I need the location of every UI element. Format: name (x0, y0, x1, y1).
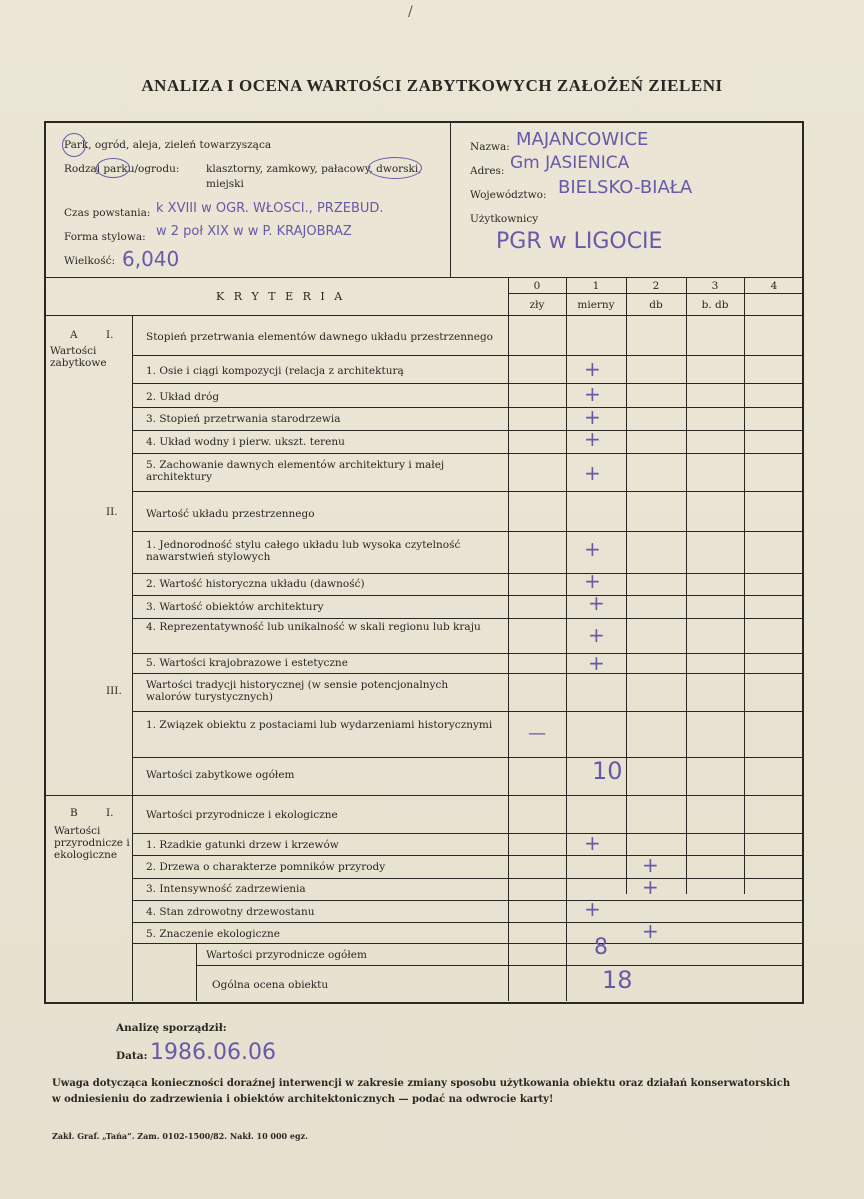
section-b-letter: B (70, 807, 78, 819)
voivodeship-label: Województwo: (470, 189, 547, 201)
mark-a2-2: + (584, 569, 601, 593)
users-label: Użytkownicy (470, 213, 539, 225)
section-a-total-label: Wartości zabytkowe ogółem (146, 769, 295, 781)
section-b-roman: I. (106, 807, 114, 819)
kind-options-2: miejski (206, 178, 244, 190)
kind-label: Rodzaj parku/ogrodu: (64, 163, 180, 175)
mark-a2-3: + (588, 591, 605, 615)
created-label: Czas powstania: (64, 207, 151, 219)
address-value: Gm JASIENICA (510, 153, 630, 173)
mark-a2-4: + (588, 623, 605, 647)
score-4: 4 (770, 280, 778, 292)
group-a1-title: Stopień przetrwania elementów dawnego układu przestrzennego (146, 331, 493, 343)
overall-label: Ogólna ocena obiektu (212, 979, 329, 991)
section-a-roman-3: III. (106, 685, 122, 697)
page-title: ANALIZA I OCENA WARTOŚCI ZABYTKOWYCH ZAŁOŻEŃ ZIELENI (141, 76, 723, 95)
section-a-label: Wartości zabytkowe (50, 345, 107, 369)
item-b-4: 4. Stan zdrowotny drzewostanu (146, 906, 315, 918)
mark-a1-1: + (584, 357, 601, 381)
item-b-3: 3. Intensywność zadrzewienia (146, 883, 306, 895)
group-a2-title: Wartość układu przestrzennego (146, 508, 315, 520)
mark-a1-3: + (584, 405, 601, 429)
item-b-1: 1. Rzadkie gatunki drzew i krzewów (146, 839, 339, 851)
size-label: Wielkość: (64, 255, 116, 267)
item-a1-5: 5. Zachowanie dawnych elementów architektury i małej architektury (146, 459, 445, 483)
section-a-total-value: 10 (592, 757, 623, 785)
overall-value: 18 (602, 966, 633, 994)
mark-a1-2: + (584, 382, 601, 406)
size-value: 6,040 (122, 247, 180, 271)
item-b-5: 5. Znaczenie ekologiczne (146, 928, 281, 940)
item-a3-1: 1. Związek obiektu z postaciami lub wydarzeniami historycznymi (146, 719, 493, 731)
item-a1-4: 4. Układ wodny i pierw. ukszt. terenu (146, 436, 345, 448)
score-label-2: db (649, 299, 663, 311)
mark-a3-1: — (528, 723, 546, 744)
item-a2-3: 3. Wartość obiektów architektury (146, 601, 324, 613)
item-a2-2: 2. Wartość historyczna układu (dawność) (146, 578, 365, 590)
criteria-title: K R Y T E R I A (216, 290, 346, 303)
voivodeship-value: BIELSKO-BIAŁA (558, 177, 693, 198)
score-0: 0 (533, 280, 541, 292)
section-a-letter: A (70, 329, 78, 341)
item-a1-2: 2. Układ dróg (146, 391, 220, 403)
selection-circle (368, 157, 422, 179)
style-label: Forma stylowa: (64, 231, 146, 243)
score-2: 2 (652, 280, 660, 292)
date-label: Data: (116, 1050, 148, 1062)
item-b-2: 2. Drzewa o charakterze pomników przyrody (146, 861, 386, 873)
assessment-form (44, 121, 804, 1004)
group-a3-title: Wartości tradycji historycznej (w sensie potencjonalnych walorów turystycznych) (146, 679, 449, 703)
mark-a2-1: + (584, 537, 601, 561)
item-a2-5: 5. Wartości krajobrazowe i estetyczne (146, 657, 348, 669)
note-line-2: w odniesieniu do zadrzewienia i obiektów architektonicznych — podać na odwrocie karty! (52, 1094, 554, 1105)
analysis-label: Analizę sporządził: (116, 1022, 227, 1034)
mark-b-3: + (642, 875, 659, 899)
item-a2-4: 4. Reprezentatywność lub unikalność w skali regionu lub kraju (146, 621, 481, 633)
item-a1-3: 3. Stopień przetrwania starodrzewia (146, 413, 341, 425)
address-label: Adres: (470, 165, 505, 177)
mark-b-1: + (584, 831, 601, 855)
item-a2-1: 1. Jednorodność stylu całego układu lub wysoka czytelność nawarstwień stylowych (146, 539, 461, 563)
section-b-title: Wartości przyrodnicze i ekologiczne (146, 809, 338, 821)
name-label: Nazwa: (470, 141, 510, 153)
page-mark: / (408, 4, 413, 20)
score-label-0: zły (529, 299, 545, 311)
section-a-roman-1: I. (106, 329, 114, 341)
mark-a1-5: + (584, 461, 601, 485)
users-value: PGR w LIGOCIE (496, 229, 663, 254)
selection-circle (96, 158, 130, 178)
mark-a2-5: + (588, 651, 605, 675)
section-b-label: Wartości przyrodnicze i ekologiczne (54, 825, 130, 861)
date-value: 1986.06.06 (150, 1040, 276, 1065)
item-a1-1: 1. Osie i ciągi kompozycji (relacja z architekturą (146, 365, 404, 377)
note-line-1: Uwaga dotycząca konieczności doraźnej interwencji w zakresie zmiany sposobu użytkowania obiektu oraz działań konserwatorskich (52, 1078, 791, 1089)
score-3: 3 (711, 280, 719, 292)
mark-b-5: + (642, 919, 659, 943)
section-a-roman-2: II. (106, 506, 118, 518)
score-1: 1 (592, 280, 600, 292)
mark-a1-4: + (584, 427, 601, 451)
section-b-total-value: 8 (594, 935, 608, 960)
section-b-total-label: Wartości przyrodnicze ogółem (206, 949, 367, 961)
kind-options: klasztorny, zamkowy, pałacowy, dworski, (206, 163, 422, 175)
printer-info: Zakł. Graf. „Tańa”. Zam. 0102-1500/82. Nakł. 10 000 egz. (52, 1131, 308, 1141)
created-value: k XVIII w OGR. WŁOSCI., PRZEBUD. (156, 201, 384, 216)
score-label-3: b. db (701, 299, 729, 311)
selection-circle (62, 133, 86, 157)
mark-b-4: + (584, 897, 601, 921)
object-type-line: Park, ogród, aleja, zieleń towarzysząca (64, 139, 272, 151)
score-label-1: mierny (577, 299, 615, 311)
name-value: MAJANCOWICE (516, 129, 649, 150)
mark-b-2: + (642, 853, 659, 877)
style-value: w 2 poł XIX w w P. KRAJOBRAZ (156, 224, 352, 239)
